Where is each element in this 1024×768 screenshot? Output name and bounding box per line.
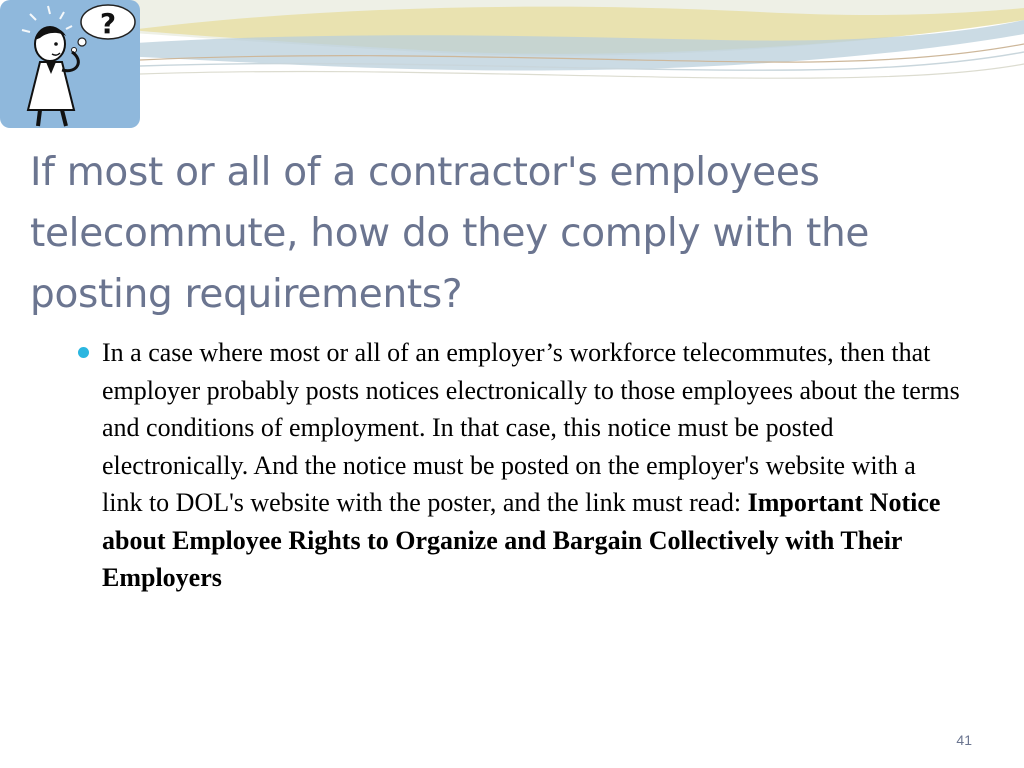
bullet-emphasis-text: Important Notice about Employee Rights to Organize and Bargain Collectively with Their Employers <box>102 488 941 592</box>
slide-number: 41 <box>956 732 972 748</box>
bullet-item <box>78 334 978 597</box>
bullet-dot-icon <box>78 347 89 358</box>
bullet-list <box>78 334 978 597</box>
thinking-person-question-icon <box>0 0 140 128</box>
svg-text:?: ? <box>99 7 117 40</box>
bullet-text <box>102 334 962 597</box>
slide-title: If most or all of a contractor's employees telecommute, how do they comply with the posting requirements? <box>30 150 870 317</box>
bullet-body-text: In a case where most or all of an employer’s workforce telecommutes, then that employer probably posts notices electronically to those employees about the terms and conditions of employment. In that case, this notice must be posted electronically. And the notice must be posted on the employer's website with a link to DOL's website with the poster, and the link must read: <box>102 338 960 517</box>
header-swoosh-decoration <box>0 0 1024 110</box>
